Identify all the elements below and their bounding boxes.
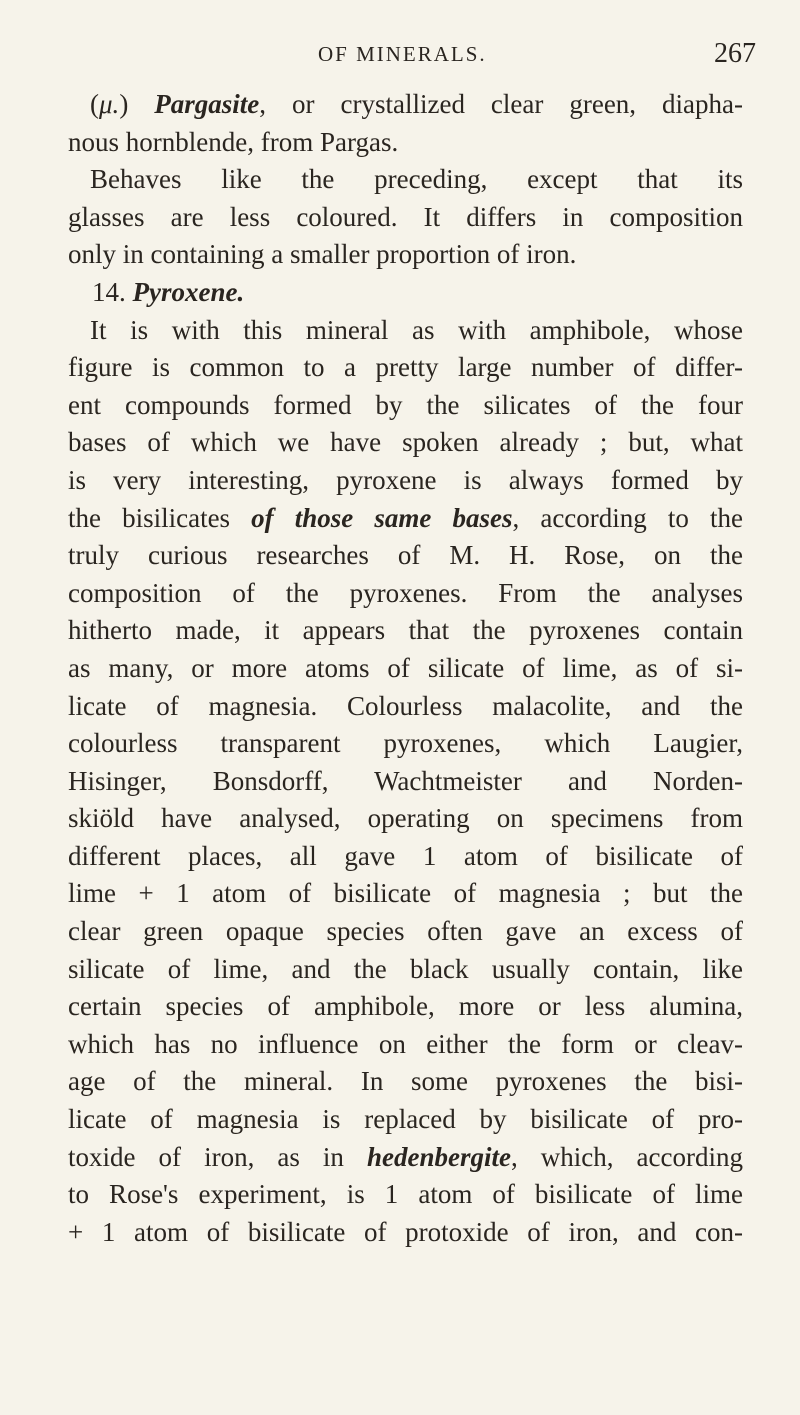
text-line: truly curious researches of M. H. Rose, on the: [68, 540, 743, 571]
text-span: , which, according: [510, 1141, 743, 1172]
text-span: , according to the: [512, 502, 743, 533]
body-text: [68, 86, 743, 1251]
page-number: 267: [714, 38, 756, 69]
emphasis-text: of those same bases: [251, 502, 513, 533]
text-line: hitherto made, it appears that the pyroxenes contain: [68, 615, 743, 646]
mineral-name-hedenbergite: hedenbergite: [366, 1141, 511, 1172]
text-line: as many, or more atoms of silicate of lime, as of si-: [68, 652, 743, 683]
text-span: the bisilicates: [68, 502, 252, 533]
section-title: Pyroxene.: [132, 276, 245, 307]
text-line: ent compounds formed by the silicates of the four: [68, 389, 743, 420]
section-letter: μ.: [99, 89, 120, 119]
text-line: to Rose's experiment, is 1 atom of bisilicate of lime: [68, 1179, 743, 1210]
text-span: , or crystallized clear green, diapha-: [259, 89, 744, 119]
text-line: Hisinger, Bonsdorff, Wachtmeister and Norden-: [68, 765, 743, 796]
text-line: different places, all gave 1 atom of bisilicate of: [68, 840, 743, 871]
text-line: + 1 atom of bisilicate of protoxide of iron, and con-: [68, 1216, 743, 1247]
text-line: silicate of lime, and the black usually contain, like: [68, 953, 743, 984]
text-line: [68, 500, 743, 538]
text-line: certain species of amphibole, more or less alumina,: [68, 991, 743, 1022]
text-line: nous hornblende, from Pargas.: [68, 126, 399, 157]
text-line: clear green opaque species often gave an excess of: [68, 916, 743, 947]
mineral-name-pargasite: Pargasite: [154, 89, 260, 119]
text-line: licate of magnesia is replaced by bisilicate of pro-: [68, 1104, 743, 1135]
text-line: [68, 1139, 743, 1177]
text-line: bases of which we have spoken already ; but, what: [68, 427, 743, 458]
section-number: 14.: [92, 276, 133, 307]
text-line: colourless transparent pyroxenes, which Laugier,: [68, 728, 743, 759]
text-line: [68, 86, 743, 124]
text-line: lime + 1 atom of bisilicate of magnesia ; but the: [68, 878, 743, 909]
text-line: figure is common to a pretty large number of differ-: [68, 352, 743, 383]
text-line: Behaves like the preceding, except that its: [90, 164, 743, 195]
text-line: age of the mineral. In some pyroxenes the bisi-: [68, 1066, 743, 1097]
text-line: licate of magnesia. Colourless malacolite, and the: [68, 690, 743, 721]
text-line: is very interesting, pyroxene is always formed by: [68, 464, 743, 495]
text-line: which has no influence on either the form or cleav-: [68, 1028, 743, 1059]
running-head: OF MINERALS.: [318, 42, 487, 66]
text-span: toxide of iron, as in: [68, 1141, 367, 1172]
text-line: only in containing a smaller proportion of iron.: [68, 239, 577, 270]
section-heading: [68, 274, 743, 312]
text-line: skiöld have analysed, operating on specimens from: [68, 803, 743, 834]
text-line: glasses are less coloured. It differs in composition: [68, 201, 743, 232]
text-line: It is with this mineral as with amphibole, whose: [90, 314, 743, 345]
text-span: (: [90, 89, 99, 119]
text-line: composition of the pyroxenes. From the analyses: [68, 577, 743, 608]
page-header: [0, 38, 800, 78]
text-span: ): [119, 89, 155, 119]
